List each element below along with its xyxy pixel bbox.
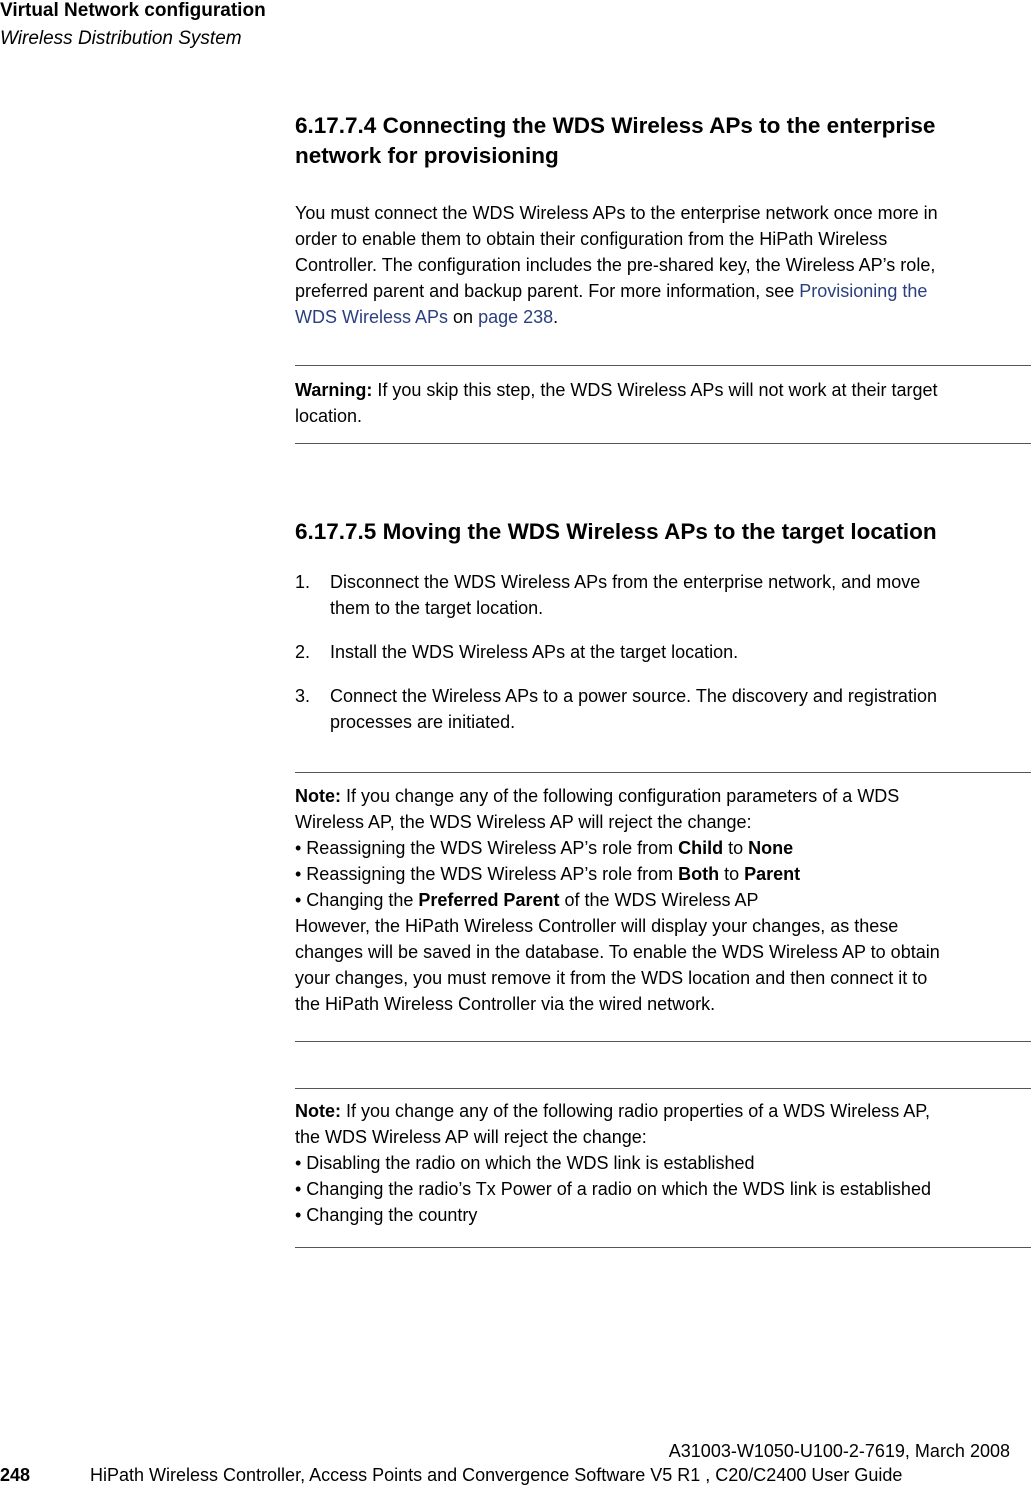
note-bullet-3-end: of the WDS Wireless AP	[559, 890, 759, 910]
warning-line-2: location.	[295, 406, 363, 426]
warning-box	[295, 365, 1031, 444]
step-number: 1.	[295, 572, 311, 592]
note-label: Note:	[295, 786, 341, 806]
sentence-period: .	[553, 307, 559, 327]
note-text	[295, 1098, 1031, 1228]
note-bullet-3: • Changing the	[295, 890, 419, 910]
note-bullet-3: • Changing the country	[295, 1205, 478, 1225]
para-line-1: You must connect the WDS Wireless APs to the enterprise network once more in	[295, 203, 938, 223]
section-6-17-7-4-body	[295, 200, 1031, 330]
on-text: on	[448, 307, 479, 327]
para-line-4: preferred parent and backup parent. For more information, see	[295, 281, 800, 301]
para-line-3: Controller. The configuration includes the pre-shared key, the Wireless AP’s role,	[295, 255, 936, 275]
step-number: 3.	[295, 686, 311, 706]
role-parent: Parent	[744, 864, 801, 884]
warning-label: Warning:	[295, 380, 373, 400]
section-heading: 6.17.7.5 Moving the WDS Wireless APs to the target location	[295, 519, 937, 544]
to-text: to	[723, 838, 749, 858]
section-heading	[295, 111, 1031, 171]
footer-document-id: A31003-W1050-U100-2-7619, March 2008	[668, 1441, 1010, 1461]
note-bullet-1: • Disabling the radio on which the WDS link is established	[295, 1153, 755, 1173]
footer-page-number: 248	[0, 1465, 31, 1485]
section-6-17-7-5	[295, 517, 1031, 547]
warning-line-1: If you skip this step, the WDS Wireless APs will not work at their target	[372, 380, 938, 400]
note-line-6: However, the HiPath Wireless Controller will display your changes, as these	[295, 916, 899, 936]
step-line-1: Disconnect the WDS Wireless APs from the enterprise network, and move	[330, 572, 921, 592]
provisioning-link-part-1[interactable]: Provisioning the	[799, 281, 928, 301]
note-line-1: If you change any of the following radio properties of a WDS Wireless AP,	[341, 1101, 930, 1121]
note-label: Note:	[295, 1101, 341, 1121]
list-item	[295, 639, 1031, 665]
note-line-8: your changes, you must remove it from the WDS location and then connect it to	[295, 968, 928, 988]
role-child: Child	[678, 838, 724, 858]
note-line-2: Wireless AP, the WDS Wireless AP will reject the change:	[295, 812, 752, 832]
list-item	[295, 569, 1031, 621]
role-none: None	[748, 838, 794, 858]
steps-list	[295, 569, 1031, 735]
note-bullet-2: • Changing the radio’s Tx Power of a radio on which the WDS link is established	[295, 1179, 931, 1199]
preferred-parent: Preferred Parent	[418, 890, 560, 910]
header-chapter-title: Virtual Network configuration	[0, 0, 266, 21]
header-section-subtitle: Wireless Distribution System	[0, 28, 242, 49]
note-box-radio	[295, 1088, 1031, 1248]
section-6-17-7-4	[295, 111, 1031, 171]
step-line-1: Install the WDS Wireless APs at the target location.	[330, 642, 739, 662]
role-both: Both	[678, 864, 720, 884]
para-line-2: order to enable them to obtain their configuration from the HiPath Wireless	[295, 229, 888, 249]
note-line-2: the WDS Wireless AP will reject the change:	[295, 1127, 647, 1147]
note-line-7: changes will be saved in the database. To enable the WDS Wireless AP to obtain	[295, 942, 940, 962]
provisioning-link-part-2[interactable]: WDS Wireless APs	[295, 307, 449, 327]
note-line-1: If you change any of the following configuration parameters of a WDS	[341, 786, 900, 806]
heading-line-2: network for provisioning	[295, 143, 559, 168]
step-number: 2.	[295, 642, 311, 662]
note-bullet-2: • Reassigning the WDS Wireless AP’s role from	[295, 864, 679, 884]
body-paragraph	[295, 200, 1031, 330]
footer-guide-title: HiPath Wireless Controller, Access Points and Convergence Software V5 R1 , C20/C2400 User Guide	[90, 1465, 903, 1485]
note-box-config	[295, 772, 1031, 1042]
heading-line-1: 6.17.7.4 Connecting the WDS Wireless APs to the enterprise	[295, 113, 936, 138]
warning-text	[295, 377, 1031, 429]
note-text	[295, 783, 1031, 1017]
to-text: to	[719, 864, 745, 884]
step-line-2: processes are initiated.	[330, 712, 516, 732]
note-bullet-1: • Reassigning the WDS Wireless AP’s role from	[295, 838, 679, 858]
note-line-9: the HiPath Wireless Controller via the wired network.	[295, 994, 716, 1014]
step-line-1: Connect the Wireless APs to a power source. The discovery and registration	[330, 686, 937, 706]
page-238-link[interactable]: page 238	[478, 307, 554, 327]
list-item	[295, 683, 1031, 735]
step-line-2: them to the target location.	[330, 598, 544, 618]
